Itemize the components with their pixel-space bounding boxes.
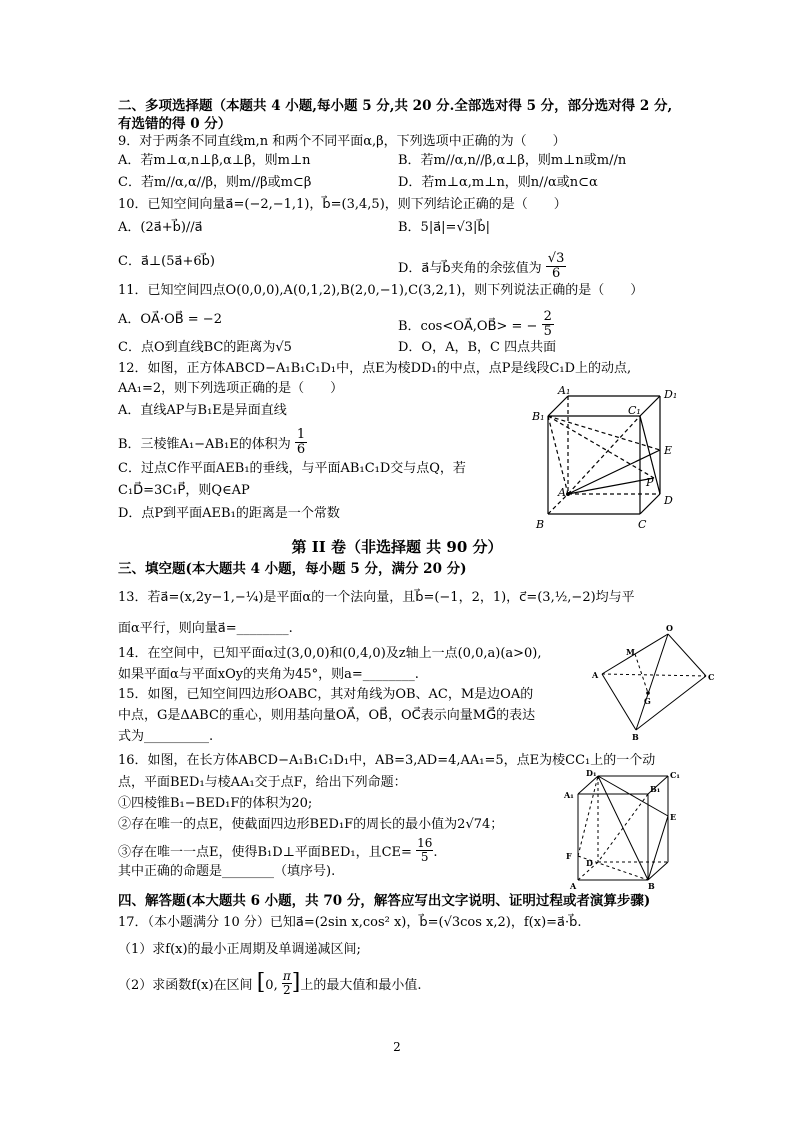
q10-option-a: A．(2a⃗+b⃗)//a⃗ xyxy=(118,220,203,235)
q12-option-c: C．过点C作平面AEB₁的垂线，与平面AB₁C₁D交与点Q，若 xyxy=(118,461,466,476)
q17-bracket-left: [ xyxy=(256,969,266,995)
q15-tetrahedron-figure xyxy=(586,622,720,740)
q9-stem: 9．对于两条不同直线m,n 和两个不同平面α,β，下列选项中正确的为（ ） xyxy=(118,134,566,149)
q9-option-b: B．若m//α,n//β,α⊥β，则m⊥n或m//n xyxy=(398,153,627,168)
q16-line5 xyxy=(118,836,438,866)
q17-bracket-right: ] xyxy=(291,969,301,995)
page-number: 2 xyxy=(393,1040,401,1054)
q16-line1: 16．如图，在长方体ABCD−A₁B₁C₁D₁中，AB=3,AD=4,AA₁=5，点E为棱CC₁上的一个动 xyxy=(118,753,656,768)
seg-b1d xyxy=(598,794,648,862)
edge-b1a1 xyxy=(548,396,568,416)
q12-option-b xyxy=(118,427,307,459)
label-b: B xyxy=(536,518,545,531)
label-d: D xyxy=(664,494,673,507)
q12-option-b-text: B．三棱锥A₁−AB₁E的体积为 xyxy=(118,437,291,452)
edge-oa xyxy=(602,634,668,674)
q12-fraction xyxy=(295,428,307,457)
label-a1: A₁ xyxy=(558,386,571,397)
seg-fd1 xyxy=(578,776,598,856)
q16-fraction-den: 5 xyxy=(420,850,429,864)
q16-line4: ②存在唯一的点E，使截面四边形BED₁F的周长的最小值为2√74； xyxy=(118,817,504,832)
q11-fraction-den: 5 xyxy=(543,324,552,339)
label-d1: D₁ xyxy=(586,768,597,778)
label-d: D xyxy=(586,858,593,868)
label-a: A xyxy=(592,670,599,680)
q17-line1: 17．（本小题满分 10 分）已知a⃗=(2sin x,cos² x)，b⃗=(√3cos x,2)，f(x)=a⃗·b⃗. xyxy=(118,915,582,930)
q13-line2: 面α平行，则向量a⃗=________. xyxy=(118,621,293,636)
seg-mg xyxy=(635,654,648,693)
q10-fraction xyxy=(546,252,567,281)
q17-fraction xyxy=(282,970,292,997)
label-b: B xyxy=(648,881,655,890)
edge-ob xyxy=(636,634,668,730)
label-c: C xyxy=(638,518,647,531)
label-f: F xyxy=(566,851,572,861)
label-p: P xyxy=(646,476,654,489)
label-b1: B₁ xyxy=(532,410,545,423)
q16-fraction xyxy=(416,837,433,864)
q16-line5-end: . xyxy=(433,845,438,860)
q16-box-figure xyxy=(562,768,698,890)
q10-option-b: B．5|a⃗|=√3|b⃗| xyxy=(398,220,491,235)
q10-option-d-text: D．a⃗与b⃗夹角的余弦值为 xyxy=(398,261,542,276)
q11-option-d: D．O，A，B，C 四点共面 xyxy=(398,340,557,355)
q9-option-c: C．若m//α,α//β，则m//β或m⊂β xyxy=(118,175,312,190)
edge-c1d1 xyxy=(640,396,660,416)
edge-a1d1 xyxy=(578,776,598,794)
q15-line1: 15．如图，已知空间四边形OABC，其对角线为OB、AC，M是边OA的 xyxy=(118,687,534,702)
edge-ab xyxy=(602,674,636,730)
q11-option-a: A．OA⃗·OB⃗ = −2 xyxy=(118,312,222,327)
q16-fraction-num: 16 xyxy=(417,836,433,850)
q10-fraction-num: √3 xyxy=(547,251,565,266)
label-m: M xyxy=(626,647,635,657)
seg-b1a xyxy=(548,416,568,494)
q12-fraction-num: 1 xyxy=(296,427,306,442)
q14-line1: 14．在空间中，已知平面α过(3,0,0)和(0,4,0)及z轴上一点(0,0,a)(a>0), xyxy=(118,646,542,661)
q11-option-b xyxy=(398,309,554,341)
q10-option-d xyxy=(398,251,566,283)
q11-fraction-num: 2 xyxy=(543,309,552,324)
label-g: G xyxy=(644,696,651,706)
section2-heading-cont: 有选错的得 0 分） xyxy=(118,116,232,132)
q17-part1: （1）求f(x)的最小正周期及单调递减区间; xyxy=(118,942,361,957)
label-c1: C₁ xyxy=(628,404,641,417)
q17-part2-end: 上的最大值和最小值. xyxy=(300,978,422,993)
label-b: B xyxy=(632,732,639,740)
label-o: O xyxy=(666,623,673,633)
q13-line1: 13．若a⃗=(x,2y−1,−¼)是平面α的一个法向量，且b⃗=(−1，2，1)，c⃗=(3,½,−2)均与平 xyxy=(118,590,635,605)
q12-stem-cont: AA₁=2，则下列选项正确的是（ ） xyxy=(118,381,344,396)
label-c1: C₁ xyxy=(670,770,680,780)
q12-option-c-cont: C₁D⃗=3C₁P⃗，则Q∈AP xyxy=(118,483,250,498)
q15-line2: 中点，G是ΔABC的重心，则用基向量OA⃗，OB⃗，OC⃗表示向量MG⃗的表达 xyxy=(118,708,536,723)
q17-part2-text: （2）求函数f(x)在区间 xyxy=(118,978,253,993)
q12-fraction-den: 6 xyxy=(296,442,306,457)
q10-stem: 10．已知空间向量a⃗=(−2,−1,1)，b⃗=(3,4,5)，则下列结论正确的是（ ） xyxy=(118,197,567,212)
q11-stem: 11．已知空间四点O(0,0,0),A(0,1,2),B(2,0,−1),C(3,2,1)，则下列说法正确的是（ ） xyxy=(118,283,644,298)
q9-option-a: A．若m⊥α,n⊥β,α⊥β，则m⊥n xyxy=(118,153,311,168)
q17-interval-start: 0, xyxy=(265,978,278,993)
q11-fraction xyxy=(542,310,554,339)
q12-option-a: A．直线AP与B₁E是异面直线 xyxy=(118,403,287,418)
label-e: E xyxy=(670,812,677,822)
q16-line2: 点，平面BED₁与棱AA₁交于点F，给出下列命题： xyxy=(118,775,407,790)
q16-line5-text: ③存在唯一一点E，使得B₁D⊥平面BED₁，且CE= xyxy=(118,845,412,860)
label-c: C xyxy=(708,672,715,682)
q10-fraction-den: 6 xyxy=(551,266,561,281)
label-b1: B₁ xyxy=(650,784,661,794)
label-d1: D₁ xyxy=(664,388,678,401)
label-a: A xyxy=(558,486,566,499)
section3-heading: 三、填空题(本大题共 4 小题，每小题 5 分，满分 20 分) xyxy=(118,561,467,577)
seg-d1e xyxy=(598,776,668,816)
q11-option-c: C．点O到直线BC的距离为√5 xyxy=(118,340,292,355)
edge-oc xyxy=(668,634,706,676)
seg-b1p xyxy=(548,416,654,478)
q12-cube-figure xyxy=(528,386,690,534)
label-a1: A₁ xyxy=(564,790,574,800)
edge-cd xyxy=(640,494,660,514)
label-a: A xyxy=(570,881,577,890)
q12-option-d: D．点P到平面AEB₁的距离是一个常数 xyxy=(118,506,340,521)
q16-line3: ①四棱锥B₁−BED₁F的体积为20; xyxy=(118,796,313,811)
q15-line3: 式为__________. xyxy=(118,729,214,744)
q9-option-d: D．若m⊥α,m⊥n，则n//α或n⊂α xyxy=(398,175,598,190)
point-a xyxy=(566,492,570,496)
q14-line2: 如果平面α与平面xOy的夹角为45°，则a=________. xyxy=(118,667,419,682)
q16-line6: 其中正确的命题是________（填序号). xyxy=(118,864,336,879)
seg-b1e xyxy=(548,416,660,450)
section4-heading: 四、解答题(本大题共 6 小题，共 70 分，解答应写出文字说明、证明过程或者演算步骤) xyxy=(118,893,651,909)
q17-fraction-den: 2 xyxy=(282,983,291,997)
seg-ap xyxy=(568,478,654,494)
q11-option-b-text: B．cos<OA⃗,OB⃗> = − xyxy=(398,319,538,334)
section2-heading: 二、多项选择题（本题共 4 小题,每小题 5 分,共 20 分.全部选对得 5 分，部分选对得 2 分, xyxy=(118,98,673,114)
q17-part2 xyxy=(118,969,422,999)
label-e: E xyxy=(664,444,673,457)
q17-fraction-num: π xyxy=(282,969,291,983)
point-g xyxy=(646,691,650,695)
q10-option-c: C．a⃗⊥(5a⃗+6b⃗) xyxy=(118,254,215,269)
q12-stem: 12．如图，正方体ABCD−A₁B₁C₁D₁中，点E为棱DD₁的中点，点P是线段C₁D上的动点, xyxy=(118,361,632,376)
part2-title: 第 II 卷（非选择题 共 90 分） xyxy=(291,538,503,556)
